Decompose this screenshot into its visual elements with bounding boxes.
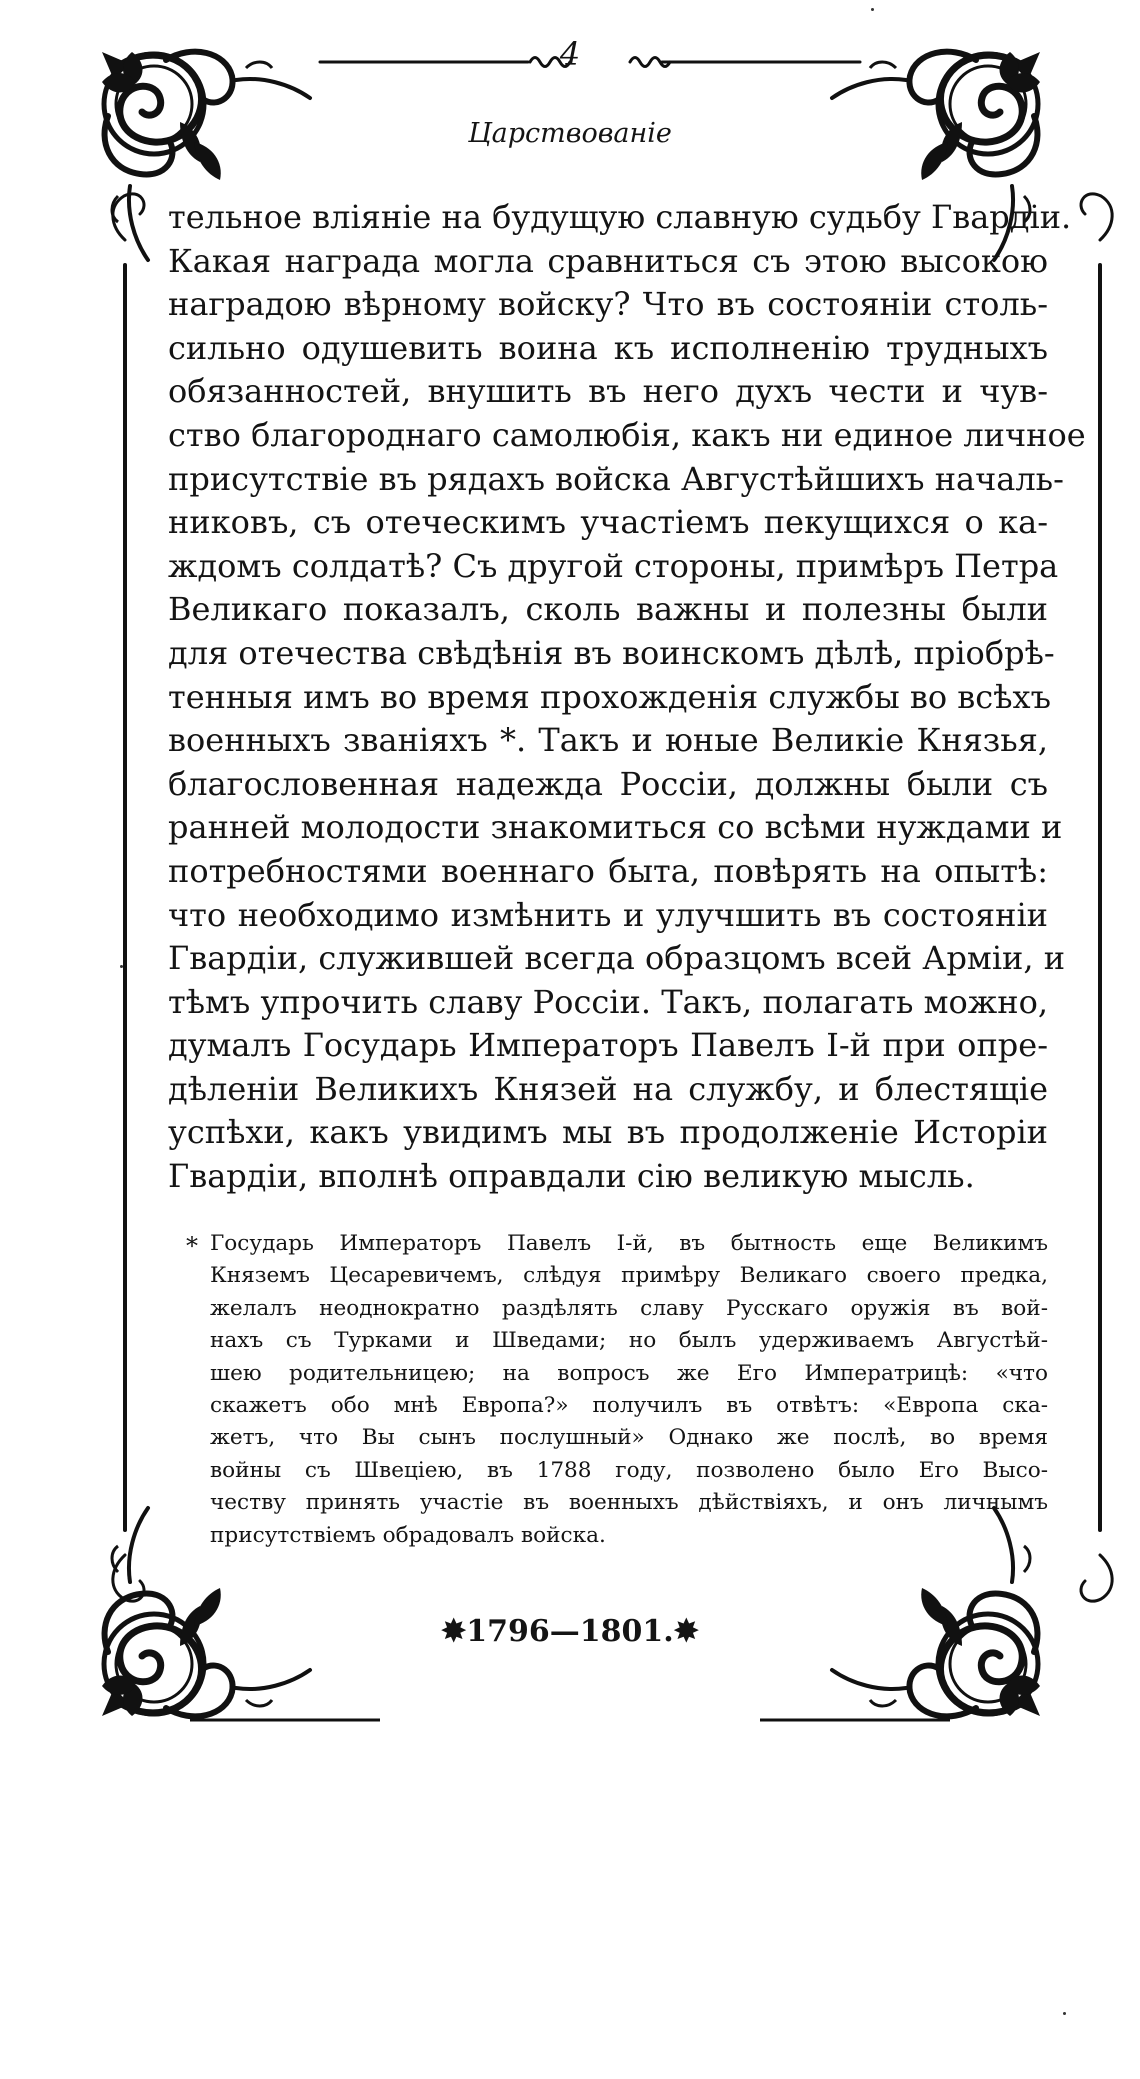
- body-text: [168, 196, 1086, 1199]
- footnote-line: скажетъ обо мнѣ Европа?» получилъ въ отвѣтъ: «Европа ска-: [210, 1392, 1048, 1418]
- left-border: [113, 194, 144, 1601]
- body-text-line: тѣмъ упрочить славу Россіи. Такъ, полагать можно,: [168, 982, 1048, 1021]
- reign-dates: ✸1796—1801.✸: [441, 1614, 699, 1649]
- body-text-line: присутствіе въ рядахъ войска Августѣйшихъ началь-: [168, 459, 1064, 498]
- running-head: Царствованіе: [468, 118, 672, 149]
- body-text-line: потребностями военнаго быта, повѣрять на опытѣ:: [168, 851, 1048, 890]
- body-text-line: что необходимо измѣнить и улучшить въ состояніи: [168, 895, 1048, 934]
- body-text-line: тельное вліяніе на будущую славную судьбу Гвардіи.: [168, 198, 1072, 236]
- footnote-line: шею родительницею; на вопросъ же Его Императрицѣ: «что: [210, 1360, 1048, 1386]
- body-text-line: думалъ Государь Императоръ Павелъ І-й при опре-: [168, 1026, 1048, 1065]
- right-border: [1081, 194, 1112, 1601]
- body-text-line: ждомъ солдатѣ? Съ другой стороны, примѣръ Петра: [168, 546, 1059, 585]
- footnote-line: войны съ Швеціею, въ 1788 году, позволено было Его Высо-: [210, 1457, 1048, 1483]
- footnote: [186, 1228, 1048, 1552]
- body-text-line: ранней молодости знакомиться со всѣми нуждами и: [168, 808, 1063, 847]
- body-text-line: Гвардіи, вполнѣ оправдали сію великую мысль.: [168, 1157, 975, 1196]
- body-text-line: для отечества свѣдѣнія въ воинскомъ дѣлѣ, пріобрѣ-: [168, 633, 1055, 672]
- body-text-line: ство благороднаго самолюбія, какъ ни единое личное: [168, 415, 1086, 454]
- footnote-line: присутствіемъ обрадовалъ войска.: [210, 1522, 606, 1548]
- page-speck: [120, 965, 123, 968]
- page-number: 4: [559, 35, 581, 73]
- body-text-line: успѣхи, какъ увидимъ мы въ продолженіе Исторіи: [168, 1113, 1048, 1152]
- page-speck: [871, 8, 874, 11]
- footnote-line: Государь Императоръ Павелъ І-й, въ бытность еще Великимъ: [210, 1231, 1048, 1256]
- footnote-line: честву принять участіе въ военныхъ дѣйствіяхъ, и онъ личнымъ: [210, 1490, 1048, 1516]
- body-text-line: военныхъ званіяхъ *. Такъ и юные Великіе Князья,: [168, 721, 1048, 760]
- body-text-line: благословенная надежда Россіи, должны были съ: [168, 764, 1048, 803]
- body-text-line: сильно одушевить воина къ исполненію трудныхъ: [168, 328, 1048, 367]
- body-text-line: никовъ, съ отеческимъ участіемъ пекущихся о ка-: [168, 503, 1048, 542]
- body-text-line: обязанностей, внушить въ него духъ чести и чув-: [168, 372, 1048, 411]
- body-text-line: Великаго показалъ, сколь важны и полезны были: [168, 590, 1048, 629]
- body-text-line: Гвардіи, служившей всегда образцомъ всей Арміи, и: [168, 939, 1066, 978]
- body-text-line: тенныя имъ во время прохожденія службы во всѣхъ: [168, 677, 1051, 716]
- body-text-line: Какая награда могла сравниться съ этою высокою: [168, 241, 1048, 280]
- footnote-line: желалъ неоднократно раздѣлять славу Русскаго оружія въ вой-: [210, 1295, 1048, 1321]
- page-speck: [1063, 2012, 1066, 2015]
- footnote-marker: *: [186, 1232, 198, 1260]
- top-rule: [320, 58, 860, 67]
- body-text-line: дѣленіи Великихъ Князей на службу, и блестящіе: [168, 1069, 1048, 1108]
- footnote-line: жетъ, что Вы сынъ послушный» Однако же послѣ, во время: [210, 1425, 1048, 1451]
- footnote-line: Княземъ Цесаревичемъ, слѣдуя примѣру Великаго своего предка,: [210, 1263, 1048, 1289]
- body-text-line: наградою вѣрному войску? Что въ состояніи столь-: [168, 285, 1048, 324]
- footnote-line: нахъ съ Турками и Шведами; но былъ удерживаемъ Августѣй-: [210, 1328, 1048, 1354]
